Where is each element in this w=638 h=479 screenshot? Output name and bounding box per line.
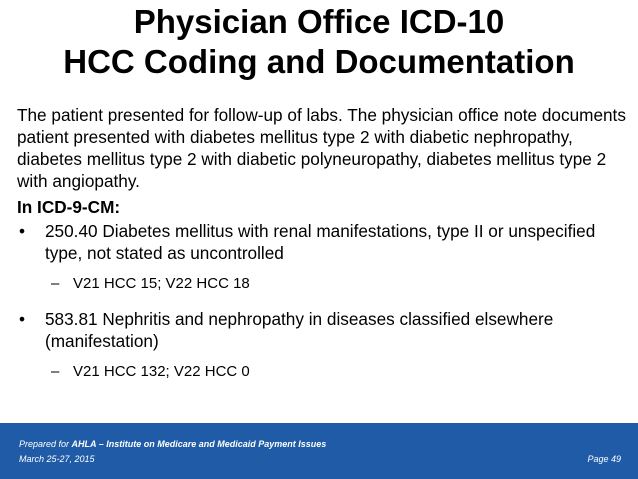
slide-title [0, 2, 638, 82]
bullet-text: 583.81 Nephritis and nephropathy in diseases classified elsewhere (manifestation) [45, 309, 554, 351]
footer-organization: AHLA – Institute on Medicare and Medicaid Payment Issues [71, 439, 327, 449]
bullet-item [17, 220, 629, 264]
sub-bullet-text: V21 HCC 132; V22 HCC 0 [73, 363, 250, 380]
slide-body [17, 104, 629, 396]
bullet-icon: • [19, 221, 26, 241]
footer-prepared-prefix: Prepared for [19, 439, 72, 449]
dash-icon: – [51, 275, 60, 292]
sub-bullet-item [17, 274, 629, 294]
title-line-1: Physician Office ICD-10 [133, 3, 505, 40]
footer-page-number: Page 49 [587, 454, 621, 464]
footer-date: March 25-27, 2015 [19, 454, 95, 464]
sub-bullet-item [17, 362, 629, 382]
bullet-item [17, 308, 629, 352]
footer-bar [0, 423, 638, 479]
intro-paragraph: The patient presented for follow-up of labs. The physician office note documents patient presented with diabetes mellitus type 2 with diabetic nephropathy, diabetes mellitus type 2 with diabetic polyneuropathy, diabetes mellitus type 2 with angiopathy. [17, 105, 626, 191]
title-line-2: HCC Coding and Documentation [63, 43, 575, 80]
sub-bullet-text: V21 HCC 15; V22 HCC 18 [73, 275, 250, 292]
bullet-icon: • [19, 309, 26, 329]
bullet-text: 250.40 Diabetes mellitus with renal manifestations, type II or unspecified type, not stated as uncontrolled [45, 221, 596, 263]
dash-icon: – [51, 363, 60, 380]
icd9-subheading: In ICD-9-CM: [17, 197, 121, 217]
footer-prepared-for [19, 439, 326, 449]
